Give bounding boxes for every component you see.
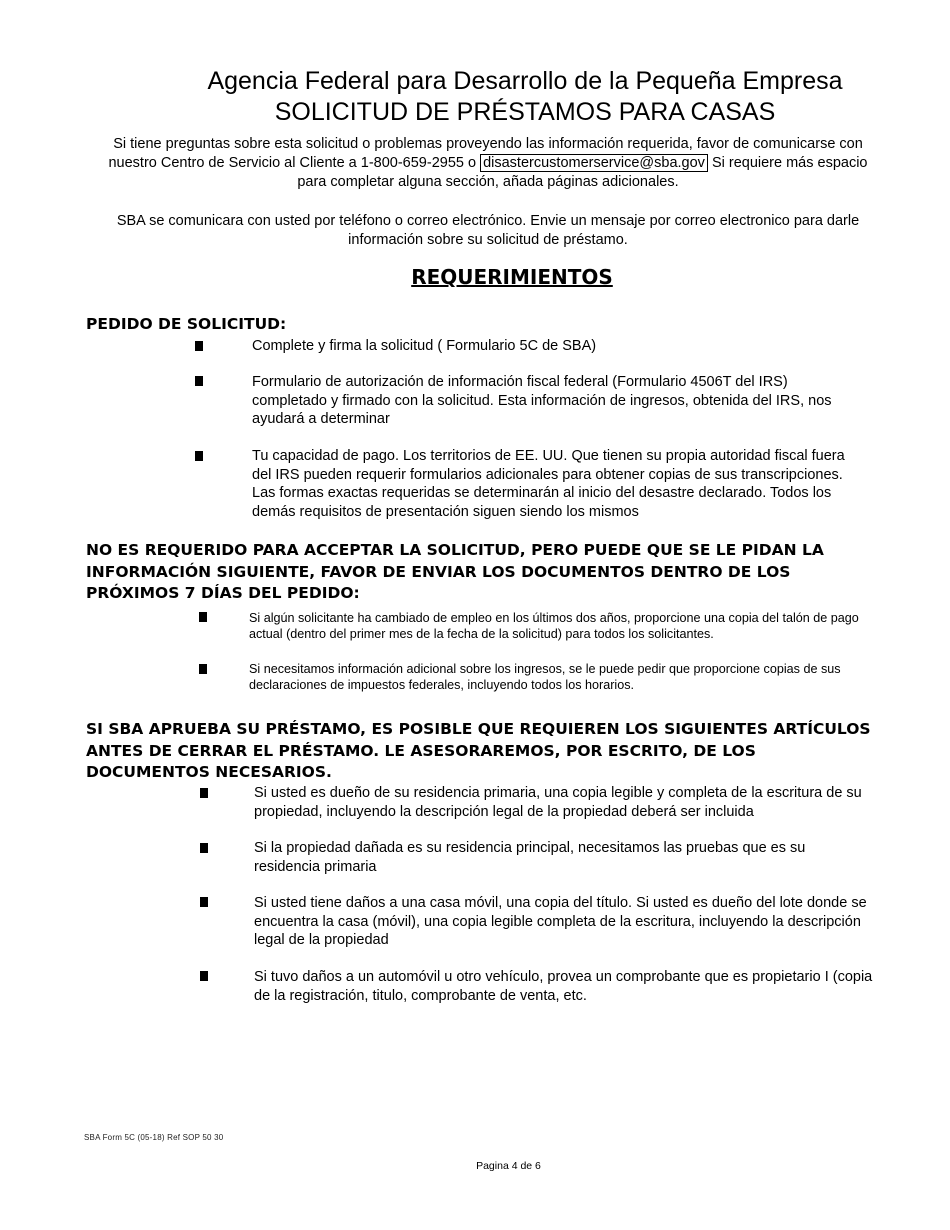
section1-item: Complete y firma la solicitud ( Formulario 5C de SBA)	[252, 338, 597, 354]
section3-item: Si la propiedad dañada es su residencia principal, necesitamos las pruebas que es su residencia primaria	[254, 840, 806, 875]
intro-paragraph	[96, 135, 880, 192]
section1-heading: PEDIDO DE SOLICITUD:	[86, 315, 287, 333]
bullet-icon	[195, 341, 203, 351]
bullet-icon	[195, 451, 203, 461]
intro-text-before-email: Si tiene preguntas sobre esta solicitud o problemas proveyendo las información requerida, favor de comunicarse con nuestro Centro de Servicio al Cliente a 1-800-659-2955 o	[108, 136, 863, 171]
form-reference: SBA Form 5C (05-18) Ref SOP 50 30	[84, 1133, 224, 1142]
bullet-icon	[199, 664, 207, 674]
form-title: SOLICITUD DE PRÉSTAMOS PARA CASAS	[274, 98, 776, 126]
section2-item: Si algún solicitante ha cambiado de empleo en los últimos dos años, proporcione una copia del talón de pago actual (dentro del primer mes de la fecha de la solicitud) para todos los solicitantes.	[249, 611, 859, 642]
section2-item: Si necesitamos información adicional sobre los ingresos, se le puede pedir que proporcione copias de sus declaraciones de impuestos federales, incluyendo todos los horarios.	[249, 662, 841, 693]
page-number: Pagina 4 de 6	[476, 1160, 541, 1172]
bullet-icon	[200, 788, 208, 798]
contact-note: SBA se comunicara con usted por teléfono o correo electrónico. Envie un mensaje por correo electronico para darle información sobre su solicitud de préstamo.	[116, 213, 860, 248]
bullet-icon	[200, 843, 208, 853]
bullet-icon	[200, 897, 208, 907]
intro-text-after-email: Si requiere más espacio para completar alguna sección, añada páginas adicionales.	[297, 155, 868, 190]
section3-item: Si tuvo daños a un automóvil u otro vehículo, provea un comprobante que es propietario I (copia de la registración, titulo, comprobante de venta, etc.	[254, 969, 873, 1004]
bullet-icon	[200, 971, 208, 981]
section1-item: Tu capacidad de pago. Los territorios de EE. UU. Que tienen su propia autoridad fiscal fuera del IRS pueden requerir formularios adicionales para obtener copias de sus transcripciones. Las formas exactas requeridas se determinarán al inicio del desastre declarado. Todos los demás requisitos de presentación siguen siendo los mismos	[252, 448, 845, 521]
requirements-heading-text: REQUERIMIENTOS	[411, 265, 613, 289]
agency-title: Agencia Federal para Desarrollo de la Pequeña Empresa	[207, 67, 843, 95]
bullet-icon	[195, 376, 203, 386]
bullet-icon	[199, 612, 207, 622]
section3-item: Si usted tiene daños a una casa móvil, una copia del título. Si usted es dueño del lote donde se encuentra la casa (móvil), una copia legible completa de la escritura, incluyendo la descripción legal de la propiedad	[254, 895, 867, 949]
section1-item: Formulario de autorización de información fiscal federal (Formulario 4506T del IRS) completado y firmado con la solicitud. Esta información de ingresos, obtenida del IRS, nos ayudará a determinar	[252, 374, 832, 428]
section3-heading: SI SBA APRUEBA SU PRÉSTAMO, ES POSIBLE QUE REQUIEREN LOS SIGUIENTES ARTÍCULOS ANTES DE CERRAR EL PRÉSTAMO. LE ASESORAREMOS, POR ESCRITO, DE LOS DOCUMENTOS NECESARIOS.	[86, 720, 871, 781]
section2-heading: NO ES REQUERIDO PARA ACCEPTAR LA SOLICITUD, PERO PUEDE QUE SE LE PIDAN LA INFORMACIÓN SIGUIENTE, FAVOR DE ENVIAR LOS DOCUMENTOS DENTRO DE LOS PRÓXIMOS 7 DÍAS DEL PEDIDO:	[86, 541, 824, 602]
requirements-heading	[0, 265, 950, 289]
section3-item: Si usted es dueño de su residencia primaria, una copia legible y completa de la escritura de su propiedad, incluyendo la descripción legal de la propiedad deberá ser incluida	[254, 785, 862, 820]
email-link[interactable]: disastercustomerservice@sba.gov	[480, 154, 708, 172]
